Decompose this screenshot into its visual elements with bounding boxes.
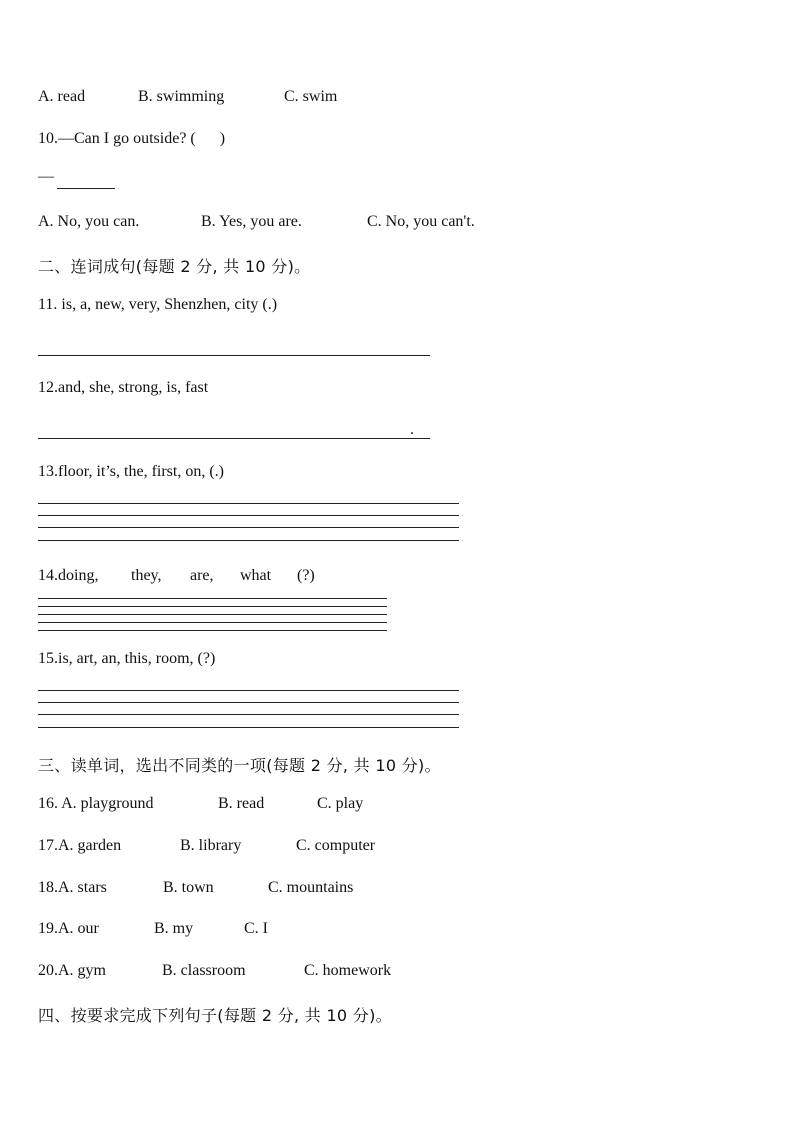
q12-prompt: 12.and, she, strong, is, fast bbox=[38, 379, 209, 396]
q10-option-c: C. No, you can't. bbox=[367, 213, 475, 230]
section4-heading: 四、按要求完成下列句子(每题 2 分, 共 10 分)。 bbox=[38, 1006, 392, 1025]
q13-line-2[interactable] bbox=[38, 515, 459, 516]
q12-answer-line[interactable] bbox=[38, 438, 430, 439]
q17-option-a: 17.A. garden bbox=[38, 837, 122, 854]
q19-option-c: C. I bbox=[244, 920, 268, 937]
q20-option-b: B. classroom bbox=[162, 962, 246, 979]
q14-word-2: they, bbox=[131, 567, 162, 584]
q18-option-b: B. town bbox=[163, 879, 214, 896]
q9-option-c: C. swim bbox=[284, 88, 338, 105]
q13-line-3[interactable] bbox=[38, 527, 459, 528]
q17-option-c: C. computer bbox=[296, 837, 376, 854]
q10-option-b: B. Yes, you are. bbox=[201, 213, 302, 230]
q16-option-a: 16. A. playground bbox=[38, 795, 154, 812]
q20-option-c: C. homework bbox=[304, 962, 392, 979]
q19-option-a: 19.A. our bbox=[38, 920, 99, 937]
q17-option-b: B. library bbox=[180, 837, 242, 854]
q10-question: 10.—Can I go outside? ( ) bbox=[38, 130, 226, 147]
q19-option-b: B. my bbox=[154, 920, 194, 937]
q9-option-b: B. swimming bbox=[138, 88, 225, 105]
q15-prompt: 15.is, art, an, this, room, (?) bbox=[38, 650, 216, 667]
section3-heading: 三、读单词，选出不同类的一项(每题 2 分, 共 10 分)。 bbox=[38, 756, 441, 775]
q15-line-3[interactable] bbox=[38, 714, 459, 715]
q11-answer-line[interactable] bbox=[38, 355, 430, 356]
q14-line-4[interactable] bbox=[38, 622, 387, 623]
q14-line-2[interactable] bbox=[38, 606, 387, 607]
q14-line-1[interactable] bbox=[38, 598, 387, 599]
q20-option-a: 20.A. gym bbox=[38, 962, 106, 979]
q13-line-4[interactable] bbox=[38, 540, 459, 541]
q14-word-5: (?) bbox=[297, 567, 315, 584]
q11-prompt: 11. is, a, new, very, Shenzhen, city (.) bbox=[38, 296, 278, 313]
q9-option-a: A. read bbox=[38, 88, 86, 105]
q16-option-c: C. play bbox=[317, 795, 364, 812]
q15-line-4[interactable] bbox=[38, 727, 459, 728]
q14-word-3: are, bbox=[190, 567, 214, 584]
q14-word-4: what bbox=[240, 567, 272, 584]
q14-line-3[interactable] bbox=[38, 614, 387, 615]
q13-line-1[interactable] bbox=[38, 503, 459, 504]
q13-prompt: 13.floor, it’s, the, first, on, (.) bbox=[38, 463, 224, 480]
q15-line-2[interactable] bbox=[38, 702, 459, 703]
q14-line-5[interactable] bbox=[38, 630, 387, 631]
q10-option-a: A. No, you can. bbox=[38, 213, 140, 230]
q10-reply-dash: — bbox=[38, 168, 54, 185]
q15-line-1[interactable] bbox=[38, 690, 459, 691]
q18-option-a: 18.A. stars bbox=[38, 879, 107, 896]
section2-heading: 二、连词成句(每题 2 分, 共 10 分)。 bbox=[38, 257, 311, 276]
q10-answer-line[interactable] bbox=[57, 188, 115, 189]
q14-word-1: 14.doing, bbox=[38, 567, 99, 584]
q16-option-b: B. read bbox=[218, 795, 265, 812]
q18-option-c: C. mountains bbox=[268, 879, 354, 896]
q12-period: . bbox=[410, 421, 414, 438]
